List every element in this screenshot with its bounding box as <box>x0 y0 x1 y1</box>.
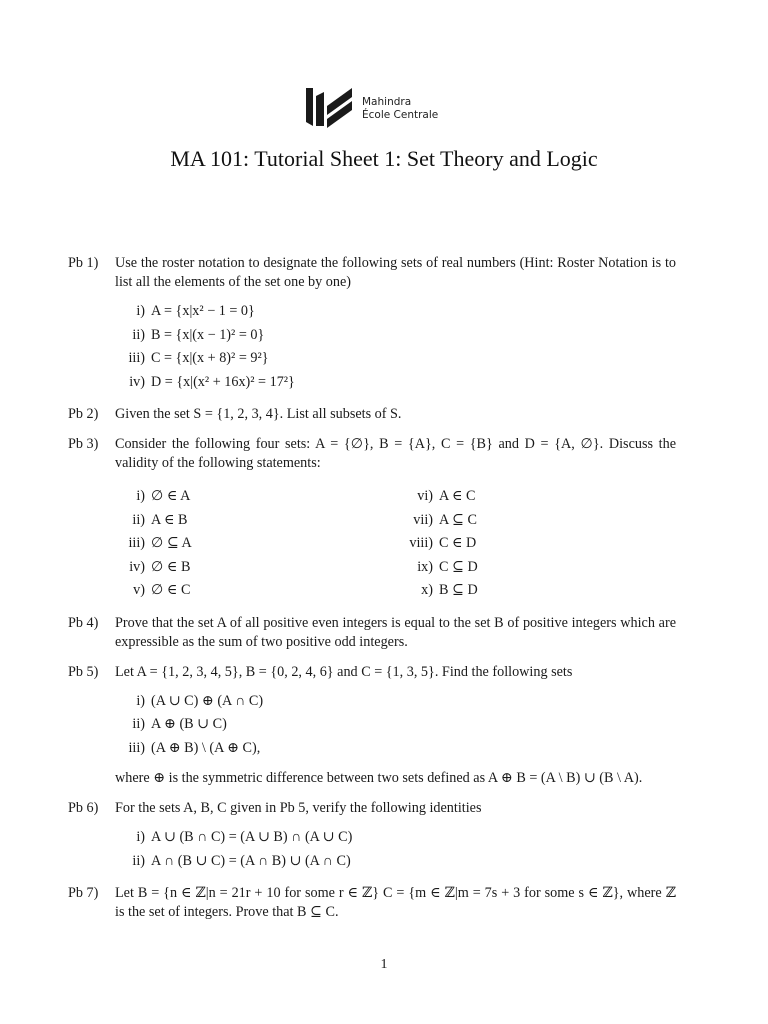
item-expression: C ⊆ D <box>439 558 478 575</box>
item-expression: ∅ ∈ B <box>151 558 191 575</box>
list-item <box>115 556 395 580</box>
item-expression: A ∩ (B ∪ C) = (A ∩ B) ∪ (A ∩ C) <box>151 852 351 869</box>
problem-label: Pb 3) <box>68 436 99 452</box>
list-item <box>115 713 676 737</box>
university-logo <box>304 86 444 128</box>
problem-text: Use the roster notation to designate the following sets of real numbers (Hint: Roster Notation is to list all the elements of the set one by one) <box>115 255 676 290</box>
item-expression: B = {x|(x − 1)² = 0} <box>151 326 265 343</box>
list-item <box>395 579 675 603</box>
list-item <box>115 371 676 395</box>
logo-wordmark <box>362 96 438 122</box>
problem-label: Pb 2) <box>68 406 99 422</box>
item-number: i) <box>136 829 145 846</box>
page-number: 1 <box>380 957 388 972</box>
item-expression: A ⊕ (B ∪ C) <box>151 716 227 733</box>
item-number: iii) <box>128 739 145 756</box>
item-expression: (A ∪ C) ⊕ (A ∩ C) <box>151 692 264 709</box>
list-item <box>395 509 675 533</box>
item-number: i) <box>136 692 145 709</box>
item-number: vii) <box>413 511 433 528</box>
problem-7 <box>68 884 676 922</box>
statement-column-left <box>115 485 395 603</box>
item-number: viii) <box>409 535 433 552</box>
item-number: vi) <box>417 488 433 505</box>
problem-text: For the sets A, B, C given in Pb 5, verify the following identities <box>115 800 482 816</box>
sub-item-list <box>115 826 676 873</box>
list-item <box>115 509 395 533</box>
problem-4 <box>68 614 676 652</box>
item-expression: ∅ ∈ C <box>151 582 191 599</box>
problem-1 <box>68 254 676 394</box>
problem-label: Pb 5) <box>68 663 99 680</box>
list-item <box>115 579 395 603</box>
list-item <box>395 532 675 556</box>
problem-label: Pb 1) <box>68 255 99 271</box>
item-expression: A = {x|x² − 1 = 0} <box>151 303 255 320</box>
item-expression: A ∈ B <box>151 511 188 528</box>
problem-6 <box>68 799 676 873</box>
problem-text: Let B = {n ∈ ℤ|n = 21r + 10 for some r ∈ ℤ} C = {m ∈ ℤ|m = 7s + 3 for some s ∈ ℤ}, where ℤ is the set of integers. Prove that B ⊆ C. <box>115 885 676 920</box>
list-item <box>115 532 395 556</box>
logo-mark-icon <box>304 86 360 128</box>
problem-label: Pb 6) <box>68 800 99 816</box>
problem-2 <box>68 405 676 424</box>
statement-column-right <box>395 485 675 603</box>
list-item <box>115 324 676 348</box>
item-number: v) <box>133 582 145 599</box>
list-item <box>395 485 675 509</box>
item-expression: B ⊆ D <box>439 582 478 599</box>
problem-text: Prove that the set A of all positive even integers is equal to the set B of positive integers which are expressible as the sum of two positive odd integers. <box>115 614 676 650</box>
item-expression: ∅ ∈ A <box>151 488 191 505</box>
logo-line-1: Mahindra <box>362 96 412 108</box>
item-number: iii) <box>128 350 145 367</box>
logo-line-2: École Centrale <box>362 109 439 121</box>
list-item <box>115 850 676 874</box>
item-expression: A ∈ C <box>439 488 476 505</box>
definition-note: where ⊕ is the symmetric difference between two sets defined as A ⊕ B = (A \ B) ∪ (B \ A). <box>115 770 643 786</box>
item-number: ii) <box>132 326 145 343</box>
list-item <box>115 690 676 714</box>
item-number: ix) <box>417 558 433 575</box>
problem-label: Pb 7) <box>68 885 99 901</box>
list-item <box>395 556 675 580</box>
list-item <box>115 347 676 371</box>
item-expression: D = {x|(x² + 16x)² = 17²} <box>151 373 295 390</box>
problem-list <box>68 254 676 933</box>
item-number: i) <box>136 303 145 320</box>
item-number: iv) <box>129 558 145 575</box>
sub-item-list <box>115 690 676 761</box>
list-item <box>115 737 676 761</box>
item-expression: C = {x|(x + 8)² = 9²} <box>151 350 269 367</box>
list-item <box>115 300 676 324</box>
problem-5 <box>68 663 676 789</box>
item-number: iii) <box>128 535 145 552</box>
problem-label: Pb 4) <box>68 614 99 631</box>
sub-item-list <box>115 300 676 394</box>
problem-text: Given the set S = {1, 2, 3, 4}. List all subsets of S. <box>115 406 402 422</box>
item-expression: A ∪ (B ∩ C) = (A ∪ B) ∩ (A ∪ C) <box>151 829 353 846</box>
item-expression: C ∈ D <box>439 535 477 552</box>
problem-3 <box>68 435 676 603</box>
item-number: iv) <box>129 373 145 390</box>
item-number: ii) <box>132 852 145 869</box>
item-expression: ∅ ⊆ A <box>151 535 192 552</box>
item-number: ii) <box>132 716 145 733</box>
item-expression: (A ⊕ B) \ (A ⊕ C), <box>151 739 261 756</box>
page-title: MA 101: Tutorial Sheet 1: Set Theory and Logic <box>170 146 598 171</box>
problem-text: Consider the following four sets: A = {∅}, B = {A}, C = {B} and D = {A, ∅}. Discuss the validity of the following statements: <box>115 436 676 471</box>
item-expression: A ⊆ C <box>439 511 477 528</box>
statement-columns <box>115 485 676 603</box>
list-item <box>115 485 395 509</box>
list-item <box>115 826 676 850</box>
item-number: i) <box>136 488 145 505</box>
item-number: ii) <box>132 511 145 528</box>
problem-text: Let A = {1, 2, 3, 4, 5}, B = {0, 2, 4, 6} and C = {1, 3, 5}. Find the following sets <box>115 663 573 680</box>
item-number: x) <box>421 582 433 599</box>
